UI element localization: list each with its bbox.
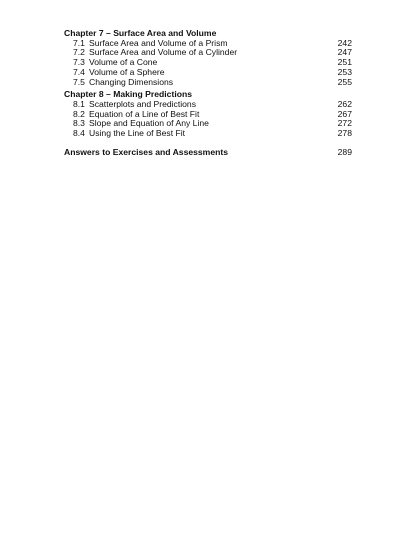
section-number: 8.4: [73, 128, 85, 139]
section-title: Changing Dimensions: [89, 76, 174, 87]
page-number: 278: [337, 128, 352, 139]
toc-entry[interactable]: [64, 129, 352, 139]
page-number: 255: [337, 76, 352, 87]
section-number: 7.1: [73, 37, 85, 48]
answers-entry[interactable]: [64, 148, 352, 158]
section-title: Slope and Equation of Any Line: [89, 118, 209, 129]
section-title: Using the Line of Best Fit: [89, 128, 186, 139]
toc-entry[interactable]: [64, 78, 352, 88]
section-title: Volume of a Cone: [89, 57, 158, 68]
page-number: 251: [337, 57, 352, 68]
section-title: Scatterplots and Predictions: [89, 98, 197, 109]
chapter-7: [64, 29, 352, 87]
page-number: 272: [337, 118, 352, 129]
section-number: 7.2: [73, 47, 85, 58]
page-number: 262: [337, 98, 352, 109]
answers-title: Answers to Exercises and Assessments: [64, 146, 228, 157]
chapter-8: [64, 90, 352, 139]
chapter-title: Chapter 8 – Making Predictions: [64, 89, 192, 100]
section-number: 7.3: [73, 57, 85, 68]
page-number: 253: [337, 66, 352, 77]
page-number: 242: [337, 37, 352, 48]
table-of-contents: [64, 29, 352, 157]
page-number: 267: [337, 108, 352, 119]
section-number: 8.1: [73, 98, 85, 109]
section-number: 7.5: [73, 76, 85, 87]
page-number: 289: [337, 146, 352, 157]
section-number: 8.3: [73, 118, 85, 129]
section-title: Surface Area and Volume of a Cylinder: [89, 47, 238, 58]
section-title: Volume of a Sphere: [89, 66, 165, 77]
section-title: Surface Area and Volume of a Prism: [89, 37, 228, 48]
page-number: 247: [337, 47, 352, 58]
section-number: 8.2: [73, 108, 85, 119]
chapter-title: Chapter 7 – Surface Area and Volume: [64, 28, 217, 38]
section-title: Equation of a Line of Best Fit: [89, 108, 200, 119]
section-number: 7.4: [73, 66, 85, 77]
